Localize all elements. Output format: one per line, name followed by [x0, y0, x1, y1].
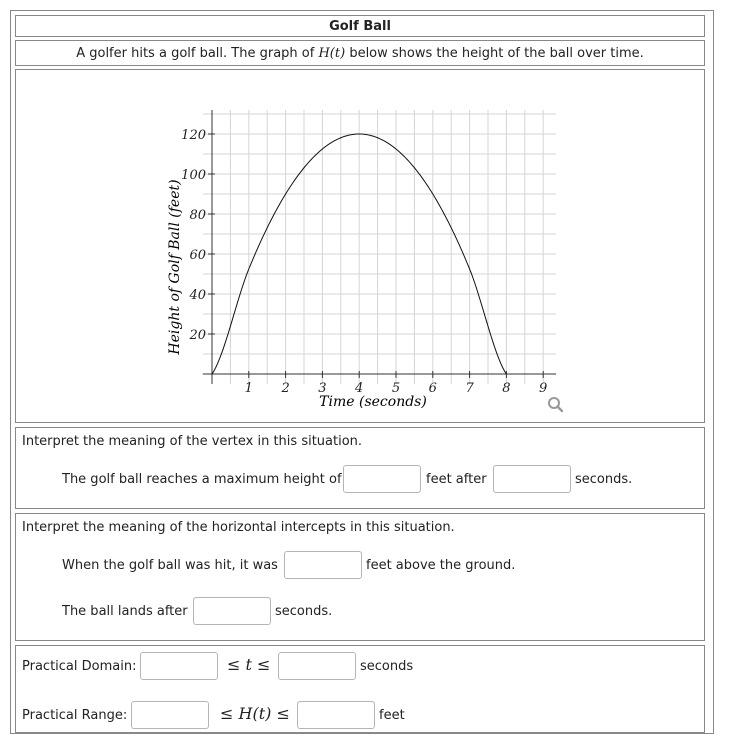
- x-axis-label: Time (seconds): [319, 394, 427, 410]
- x-tick-label: 9: [539, 381, 548, 396]
- above-ground-text: feet above the ground.: [366, 558, 516, 573]
- practical-range-label: Practical Range:: [22, 708, 128, 723]
- x-tick-label: 3: [318, 381, 327, 396]
- y-tick-label: 120: [181, 128, 206, 143]
- x-tick-label: 7: [465, 381, 474, 396]
- y-tick-label: 80: [189, 208, 206, 223]
- chart-ticks: [181, 128, 547, 396]
- x-tick-label: 4: [355, 381, 364, 396]
- x-tick-label: 5: [391, 381, 401, 396]
- x-tick-label: 1: [244, 381, 253, 396]
- range-min-input[interactable]: [131, 701, 209, 729]
- max-height-text: The golf ball reaches a maximum height of: [62, 472, 342, 487]
- practical-domain-label: Practical Domain:: [22, 659, 137, 674]
- domain-unit: seconds: [360, 659, 414, 674]
- problem-container: [10, 10, 714, 734]
- magnifier-icon[interactable]: [549, 398, 562, 411]
- vertex-time-input[interactable]: [493, 465, 571, 493]
- domain-min-input[interactable]: [140, 652, 218, 680]
- range-unit: feet: [379, 708, 405, 723]
- intro-text-after: below shows the height of the ball over time.: [345, 46, 644, 61]
- y-tick-label: 100: [181, 168, 206, 183]
- lands-after-text: The ball lands after: [62, 604, 188, 619]
- initial-height-input[interactable]: [284, 551, 362, 579]
- domain-range-question: [15, 645, 705, 733]
- landing-time-input[interactable]: [193, 597, 271, 625]
- chart-axes: [203, 110, 556, 384]
- landing-seconds-text: seconds.: [275, 604, 333, 619]
- vertex-prompt: Interpret the meaning of the vertex in this situation.: [22, 434, 363, 449]
- y-tick-label: 60: [189, 248, 206, 263]
- seconds-text: seconds.: [575, 472, 633, 487]
- y-tick-label: 20: [189, 328, 206, 343]
- y-axis-label: Height of Golf Ball (feet): [167, 179, 183, 355]
- initial-height-text: When the golf ball was hit, it was: [62, 558, 278, 573]
- y-tick-label: 40: [189, 288, 206, 303]
- problem-title: Golf Ball: [15, 15, 705, 37]
- intro-text-before: A golfer hits a golf ball. The graph of: [76, 46, 319, 61]
- problem-intro: [15, 40, 705, 66]
- intercepts-question: [15, 513, 705, 641]
- chart-grid: [203, 110, 556, 384]
- function-name: H(t): [318, 46, 346, 61]
- range-inequality: ≤ H(t) ≤: [220, 704, 290, 723]
- height-vs-time-chart: [16, 70, 704, 422]
- x-tick-label: 2: [281, 381, 290, 396]
- feet-after-text: feet after: [426, 472, 487, 487]
- max-height-input[interactable]: [343, 465, 421, 493]
- range-max-input[interactable]: [297, 701, 375, 729]
- x-tick-label: 6: [428, 381, 437, 396]
- domain-inequality: ≤ t ≤: [227, 655, 271, 674]
- x-tick-label: 8: [502, 381, 511, 396]
- vertex-question: [15, 427, 705, 509]
- intercepts-prompt: Interpret the meaning of the horizontal intercepts in this situation.: [22, 520, 455, 535]
- graph-panel: [15, 69, 705, 423]
- domain-max-input[interactable]: [278, 652, 356, 680]
